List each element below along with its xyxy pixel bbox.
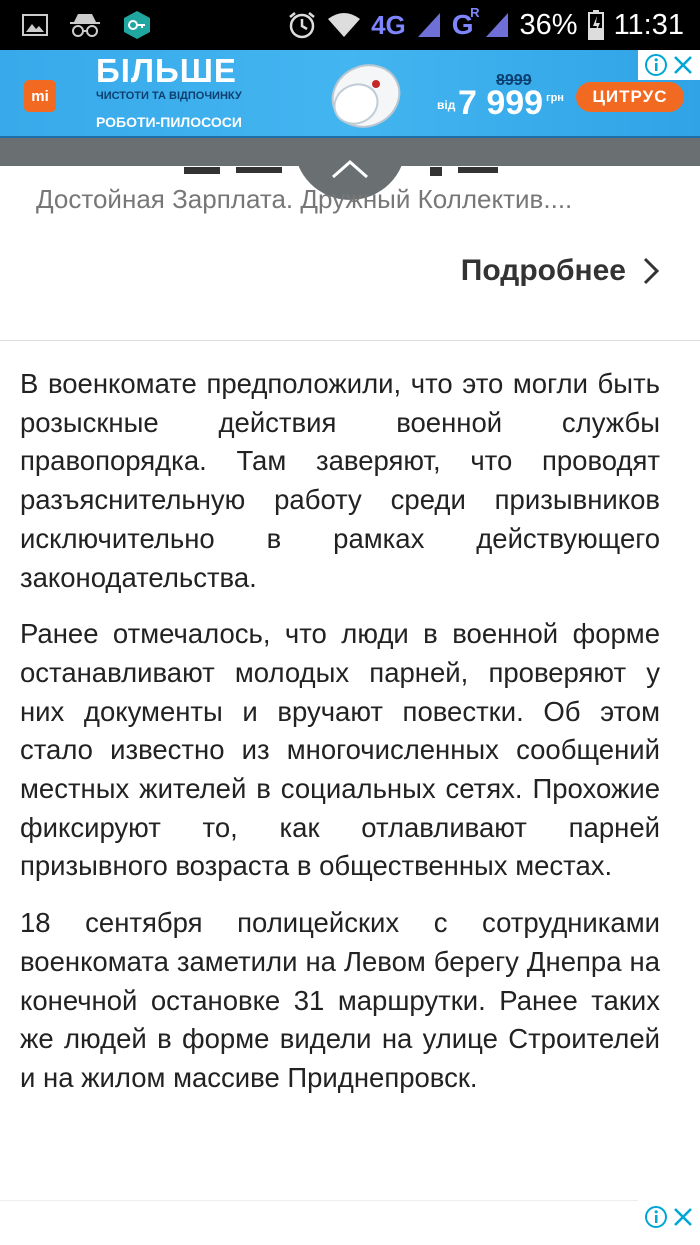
divider: [0, 340, 700, 341]
ad-category: РОБОТИ-ПИЛОСОСИ: [96, 114, 242, 130]
clock: 11:31: [613, 8, 684, 41]
ad-headline: БІЛЬШЕ: [96, 52, 237, 89]
robot-vacuum-image: [318, 54, 408, 132]
status-bar: [0, 0, 700, 50]
signal-icon: [416, 11, 442, 39]
wifi-icon: [327, 11, 361, 39]
bottom-ad[interactable]: [0, 1200, 700, 1245]
ad-subline: ЧИСТОТИ ТА ВІДПОЧИНКУ: [96, 90, 242, 102]
network-4g-label: 4G: [371, 9, 406, 40]
ad-price: 7 999: [458, 84, 544, 122]
ad-banner[interactable]: [0, 50, 700, 138]
more-link[interactable]: [461, 254, 660, 288]
gallery-icon: [22, 13, 48, 37]
sponsored-description: Достойная Зарплата. Дружный Коллектив....: [36, 184, 573, 214]
ad-store-button[interactable]: ЦИТРУС: [576, 82, 684, 112]
ad-close-icon[interactable]: [672, 54, 694, 76]
ad-currency: грн: [546, 92, 564, 104]
article-body: [20, 365, 660, 1116]
key-icon: [122, 10, 152, 40]
more-link-label: Подробнее: [460, 254, 626, 287]
battery-icon: [588, 10, 604, 40]
ad-info-icon[interactable]: [644, 1205, 668, 1229]
ad-controls: [638, 50, 700, 80]
bottom-ad-controls: [638, 1200, 700, 1234]
network-g-label: G R: [451, 5, 480, 40]
chevron-right-icon: [642, 256, 660, 286]
article-paragraph: В военкомате предположили, что это могли быть розыскные действия военной службы правопорядка. Там заверяют, что проводят разъяснительную работу среди призывников исключительно в рамках действующего законодательства.: [20, 368, 660, 593]
battery-percent: 36%: [519, 8, 578, 41]
ad-info-icon[interactable]: [644, 53, 668, 77]
sponsored-title-cut: [0, 166, 700, 178]
ad-old-price: 8999: [496, 72, 532, 89]
incognito-icon: [68, 12, 102, 38]
ad-price-from: від: [437, 98, 456, 112]
article-paragraph: 18 сентября полицейских с сотрудниками военкомата заметили на Левом берегу Днепра на конечной остановке 31 маршрутки. Ранее таких же людей в форме видели на улице Строителей и на жилом массиве Приднепровск.: [20, 907, 660, 1093]
ad-close-icon[interactable]: [672, 1206, 694, 1228]
brand-logo: mi: [24, 80, 56, 112]
alarm-icon: [287, 10, 317, 40]
article-paragraph: Ранее отмечалось, что люди в военной форме останавливают молодых парней, проверяют у них документы и вручают повестки. Об этом стало известно из многочисленных сообщений местных жителей в социальных сетях. Прохожие фиксируют то, как отлавливают парней призывного возраста в общественных местах.: [20, 618, 660, 882]
signal-icon-2: [484, 11, 510, 39]
